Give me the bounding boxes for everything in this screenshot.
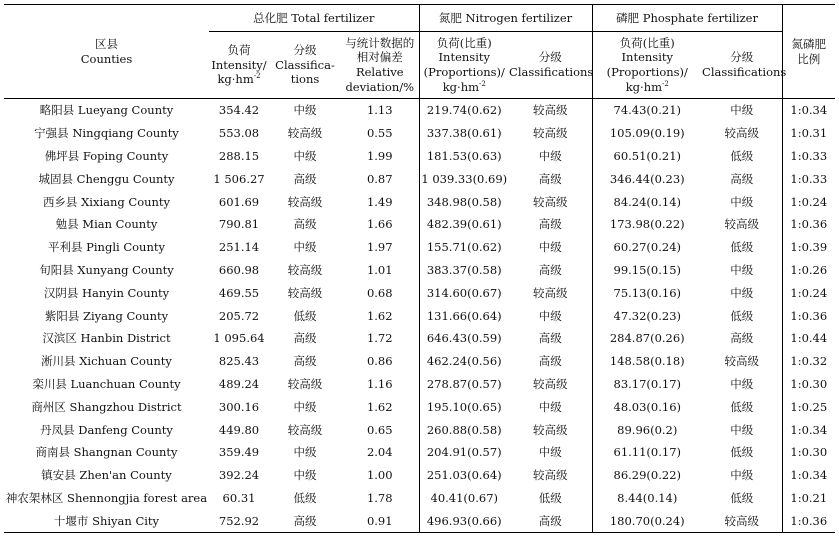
- phosphate-intensity-cell: 83.17(0.17): [592, 373, 702, 396]
- total-intensity-cell: 1 506.27: [213, 171, 265, 186]
- phosphate-intensity-header: 负荷(比重) Intensity (Proportions)/ $kg\cdot hm^{-2}$: [592, 32, 702, 99]
- total-class-cell: 较高级: [287, 422, 323, 437]
- nitrogen-intensity-cell: 155.71(0.62): [419, 236, 509, 259]
- nitrogen-intensity-cell: 195.10(0.65): [419, 395, 509, 418]
- county-cell: 宁强县 Ningqiang County: [34, 126, 179, 141]
- nitrogen-intensity-cell: 337.38(0.61): [419, 122, 509, 145]
- table-row: [4, 418, 835, 441]
- nitrogen-class-cell: 中级: [538, 308, 562, 323]
- county-cell: 栾川县 Luanchuan County: [32, 376, 181, 391]
- np-ratio-cell: 1:0.34: [782, 418, 835, 441]
- relative-deviation-header: 与统计数据的 相对偏差 Relative deviation/%: [341, 32, 419, 99]
- county-cell: 平利县 Pingli County: [47, 240, 165, 255]
- deviation-cell: 1.78: [366, 490, 393, 505]
- nitrogen-class-cell: 中级: [538, 445, 562, 460]
- nitrogen-intensity-cell: 278.87(0.57): [419, 373, 509, 396]
- deviation-cell: 1.97: [366, 240, 393, 255]
- total-intensity-cell: 825.43: [218, 354, 260, 369]
- nitrogen-intensity-cell: 314.60(0.67): [419, 281, 509, 304]
- nitrogen-intensity-cell: 260.88(0.58): [419, 418, 509, 441]
- nitrogen-class-cell: 较高级: [533, 285, 568, 300]
- np-ratio-cell: 1:0.24: [782, 281, 835, 304]
- nitrogen-intensity-cell: 40.41(0.67): [419, 487, 509, 510]
- total-intensity-cell: 205.72: [218, 308, 260, 323]
- total-intensity-cell: 752.92: [218, 513, 260, 528]
- np-ratio-cell: 1:0.31: [782, 122, 835, 145]
- nitrogen-intensity-cell: 383.37(0.58): [419, 259, 509, 282]
- deviation-cell: 0.91: [366, 513, 393, 528]
- deviation-cell: 1.99: [366, 148, 393, 163]
- phosphate-intensity-cell: 60.51(0.21): [592, 145, 702, 168]
- nitrogen-class-cell: 较高级: [533, 422, 568, 437]
- np-ratio-cell: 1:0.21: [782, 487, 835, 510]
- nitrogen-intensity-cell: 219.74(0.62): [419, 99, 509, 122]
- county-cell: 镇安县 Zhen'an County: [41, 468, 172, 483]
- total-class-cell: 中级: [293, 103, 317, 118]
- np-ratio-cell: 1:0.34: [782, 99, 835, 122]
- total-class-cell: 高级: [293, 171, 317, 186]
- phosphate-intensity-cell: 75.13(0.16): [592, 281, 702, 304]
- county-cell: 西乡县 Xixiang County: [42, 194, 171, 209]
- deviation-cell: 0.87: [366, 171, 393, 186]
- document-page: [0, 4, 839, 546]
- deviation-cell: 1.13: [366, 103, 393, 118]
- table-row: [4, 441, 835, 464]
- table-row: [4, 281, 835, 304]
- total-intensity-cell: 300.16: [218, 399, 260, 414]
- phosphate-class-cell: 低级: [730, 490, 754, 505]
- total-class-cell: 中级: [293, 148, 317, 163]
- total-class-cell: 低级: [293, 490, 317, 505]
- deviation-cell: 1.00: [366, 468, 393, 483]
- phosphate-class-cell: 高级: [730, 171, 754, 186]
- total-class-cell: 高级: [293, 217, 317, 232]
- phosphate-intensity-cell: 61.11(0.17): [592, 441, 702, 464]
- total-class-cell: 中级: [293, 468, 317, 483]
- deviation-cell: 1.01: [366, 262, 393, 277]
- total-intensity-cell: 354.42: [218, 103, 260, 118]
- phosphate-intensity-cell: 346.44(0.23): [592, 167, 702, 190]
- nitrogen-intensity-cell: 462.24(0.56): [419, 350, 509, 373]
- nitrogen-class-cell: 高级: [538, 354, 562, 369]
- phosphate-intensity-cell: 74.43(0.21): [592, 99, 702, 122]
- phosphate-class-cell: 中级: [730, 262, 754, 277]
- total-class-cell: 较高级: [287, 126, 323, 141]
- total-intensity-cell: 660.98: [218, 262, 260, 277]
- total-class-cell: 中级: [293, 240, 317, 255]
- table-row: [4, 509, 835, 532]
- county-cell: 城固县 Chenggu County: [38, 171, 175, 186]
- deviation-cell: 1.66: [366, 217, 393, 232]
- county-cell: 汉滨区 Hanbin District: [42, 331, 171, 346]
- np-ratio-cell: 1:0.25: [782, 395, 835, 418]
- phosphate-intensity-cell: 180.70(0.24): [592, 509, 702, 532]
- total-intensity-cell: 1 095.64: [213, 331, 265, 346]
- phosphate-intensity-cell: 86.29(0.22): [592, 464, 702, 487]
- nitrogen-intensity-cell: 482.39(0.61): [419, 213, 509, 236]
- total-class-header: 分级 Classifica- tions: [269, 32, 341, 99]
- table-row: [4, 213, 835, 236]
- nitrogen-class-cell: 中级: [538, 399, 562, 414]
- np-ratio-cell: 1:0.39: [782, 236, 835, 259]
- total-class-cell: 高级: [293, 354, 317, 369]
- county-cell: 紫阳县 Ziyang County: [44, 308, 169, 323]
- nitrogen-class-header: 分级 Classifications: [509, 32, 592, 99]
- deviation-cell: 1.62: [366, 308, 393, 323]
- phosphate-class-cell: 低级: [730, 240, 754, 255]
- table-body: [4, 99, 835, 533]
- np-ratio-cell: 1:0.24: [782, 190, 835, 213]
- county-cell: 十堰市 Shiyan City: [53, 513, 160, 528]
- nitrogen-class-cell: 高级: [538, 513, 562, 528]
- table-row: [4, 122, 835, 145]
- phosphate-class-header: 分级 Classifications: [702, 32, 782, 99]
- phosphate-intensity-cell: 89.96(0.2): [592, 418, 702, 441]
- county-cell: 丹凤县 Danfeng County: [40, 422, 173, 437]
- county-cell: 勉县 Mian County: [55, 217, 158, 232]
- phosphate-intensity-cell: 60.27(0.24): [592, 236, 702, 259]
- header-group-row: [4, 5, 835, 32]
- table-row: [4, 236, 835, 259]
- nitrogen-intensity-cell: 646.43(0.59): [419, 327, 509, 350]
- deviation-cell: 1.16: [366, 376, 393, 391]
- phosphate-class-cell: 中级: [730, 103, 754, 118]
- total-intensity-cell: 251.14: [218, 240, 260, 255]
- phosphate-intensity-cell: 48.03(0.16): [592, 395, 702, 418]
- total-intensity-cell: 392.24: [218, 468, 260, 483]
- total-intensity-cell: 469.55: [218, 285, 260, 300]
- county-cell: 佛坪县 Foping County: [44, 148, 169, 163]
- county-cell: 商州区 Shangzhou District: [31, 399, 182, 414]
- total-intensity-cell: 601.69: [218, 194, 260, 209]
- total-class-cell: 高级: [293, 331, 317, 346]
- table-row: [4, 350, 835, 373]
- nitrogen-class-cell: 中级: [538, 148, 562, 163]
- phosphate-class-cell: 中级: [730, 468, 754, 483]
- total-class-cell: 高级: [293, 513, 317, 528]
- nitrogen-intensity-header: 负荷(比重) Intensity (Proportions)/ $kg\cdot hm^{-2}$: [419, 32, 509, 99]
- nitrogen-class-cell: 较高级: [533, 376, 568, 391]
- phosphate-class-cell: 高级: [730, 331, 754, 346]
- county-cell: 略阳县 Lueyang County: [39, 103, 174, 118]
- nitrogen-intensity-cell: 181.53(0.63): [419, 145, 509, 168]
- nitrogen-class-cell: 较高级: [533, 194, 568, 209]
- nitrogen-class-cell: 高级: [538, 262, 562, 277]
- phosphate-class-cell: 较高级: [724, 513, 760, 528]
- np-ratio-cell: 1:0.30: [782, 441, 835, 464]
- table-row: [4, 190, 835, 213]
- np-ratio-cell: 1:0.44: [782, 327, 835, 350]
- deviation-cell: 1.62: [366, 399, 393, 414]
- phosphate-intensity-cell: 105.09(0.19): [592, 122, 702, 145]
- phosphate-intensity-cell: 148.58(0.18): [592, 350, 702, 373]
- phosphate-class-cell: 低级: [730, 148, 754, 163]
- phosphate-class-cell: 低级: [730, 399, 754, 414]
- county-cell: 商南县 Shangnan County: [35, 445, 178, 460]
- nitrogen-intensity-cell: 131.66(0.64): [419, 304, 509, 327]
- table-header: [4, 5, 835, 99]
- total-class-cell: 较高级: [287, 285, 323, 300]
- phosphate-class-cell: 低级: [730, 308, 754, 323]
- total-intensity-cell: 790.81: [218, 217, 260, 232]
- total-intensity-cell: 359.49: [218, 445, 260, 460]
- np-ratio-cell: 1:0.36: [782, 509, 835, 532]
- total-intensity-cell: 288.15: [218, 148, 260, 163]
- phosphate-class-cell: 较高级: [724, 126, 760, 141]
- phosphate-intensity-cell: 99.15(0.15): [592, 259, 702, 282]
- table-row: [4, 304, 835, 327]
- deviation-cell: 0.86: [366, 354, 393, 369]
- table-row: [4, 373, 835, 396]
- total-class-cell: 中级: [293, 399, 317, 414]
- total-intensity-header: 负荷 Intensity/ $kg\cdot hm^{-2}$: [209, 32, 269, 99]
- phosphate-intensity-cell: 8.44(0.14): [592, 487, 702, 510]
- table-row: [4, 395, 835, 418]
- county-header: 区县 Counties: [4, 5, 209, 99]
- total-class-cell: 较高级: [287, 376, 323, 391]
- table-row: [4, 145, 835, 168]
- phosphate-intensity-cell: 284.87(0.26): [592, 327, 702, 350]
- total-class-cell: 中级: [293, 445, 317, 460]
- np-ratio-cell: 1:0.33: [782, 167, 835, 190]
- table-row: [4, 99, 835, 122]
- phosphate-intensity-cell: 173.98(0.22): [592, 213, 702, 236]
- total-intensity-cell: 60.31: [222, 490, 256, 505]
- nitrogen-class-cell: 高级: [538, 217, 562, 232]
- table-row: [4, 487, 835, 510]
- phosphate-class-cell: 较高级: [724, 354, 760, 369]
- np-ratio-header: 氮磷肥 比例: [782, 5, 835, 99]
- table-row: [4, 259, 835, 282]
- np-ratio-cell: 1:0.30: [782, 373, 835, 396]
- nitrogen-class-cell: 高级: [538, 331, 562, 346]
- nitrogen-class-cell: 较高级: [533, 126, 568, 141]
- np-ratio-cell: 1:0.32: [782, 350, 835, 373]
- total-intensity-cell: 553.08: [218, 126, 260, 141]
- np-ratio-cell: 1:0.26: [782, 259, 835, 282]
- county-cell: 旬阳县 Xunyang County: [39, 262, 174, 277]
- county-cell: 神农架林区 Shennongjia forest area: [5, 490, 208, 505]
- table-row: [4, 167, 835, 190]
- total-intensity-cell: 489.24: [218, 376, 260, 391]
- nitrogen-intensity-cell: 348.98(0.58): [419, 190, 509, 213]
- phosphate-class-cell: 低级: [730, 445, 754, 460]
- table-row: [4, 464, 835, 487]
- np-ratio-cell: 1:0.34: [782, 464, 835, 487]
- deviation-cell: 0.55: [366, 126, 393, 141]
- nitrogen-fertilizer-header: 氮肥 Nitrogen fertilizer: [419, 5, 592, 32]
- total-intensity-cell: 449.80: [218, 422, 260, 437]
- nitrogen-class-cell: 高级: [538, 171, 562, 186]
- nitrogen-class-cell: 较高级: [533, 468, 568, 483]
- np-ratio-cell: 1:0.36: [782, 213, 835, 236]
- phosphate-class-cell: 中级: [730, 376, 754, 391]
- total-fertilizer-header: 总化肥 Total fertilizer: [209, 5, 419, 32]
- phosphate-intensity-cell: 47.32(0.23): [592, 304, 702, 327]
- phosphate-class-cell: 中级: [730, 194, 754, 209]
- fertilizer-intensity-table: [4, 4, 835, 533]
- deviation-cell: 0.65: [366, 422, 393, 437]
- deviation-cell: 2.04: [366, 445, 393, 460]
- phosphate-class-cell: 中级: [730, 422, 754, 437]
- county-cell: 淅川县 Xichuan County: [41, 354, 172, 369]
- np-ratio-cell: 1:0.33: [782, 145, 835, 168]
- phosphate-intensity-cell: 84.24(0.14): [592, 190, 702, 213]
- nitrogen-intensity-cell: 204.91(0.57): [419, 441, 509, 464]
- phosphate-class-cell: 中级: [730, 285, 754, 300]
- deviation-cell: 1.49: [366, 194, 393, 209]
- deviation-cell: 1.72: [366, 331, 393, 346]
- total-class-cell: 较高级: [287, 194, 323, 209]
- nitrogen-class-cell: 中级: [538, 240, 562, 255]
- nitrogen-class-cell: 较高级: [533, 103, 568, 118]
- nitrogen-class-cell: 低级: [538, 490, 562, 505]
- nitrogen-intensity-cell: 496.93(0.66): [419, 509, 509, 532]
- deviation-cell: 0.68: [366, 285, 393, 300]
- nitrogen-intensity-cell: 251.03(0.64): [419, 464, 509, 487]
- nitrogen-intensity-cell: 1 039.33(0.69): [419, 167, 509, 190]
- county-cell: 汉阴县 Hanyin County: [43, 285, 170, 300]
- total-class-cell: 较高级: [287, 262, 323, 277]
- table-row: [4, 327, 835, 350]
- phosphate-class-cell: 较高级: [724, 217, 760, 232]
- total-class-cell: 低级: [293, 308, 317, 323]
- phosphate-fertilizer-header: 磷肥 Phosphate fertilizer: [592, 5, 782, 32]
- np-ratio-cell: 1:0.36: [782, 304, 835, 327]
